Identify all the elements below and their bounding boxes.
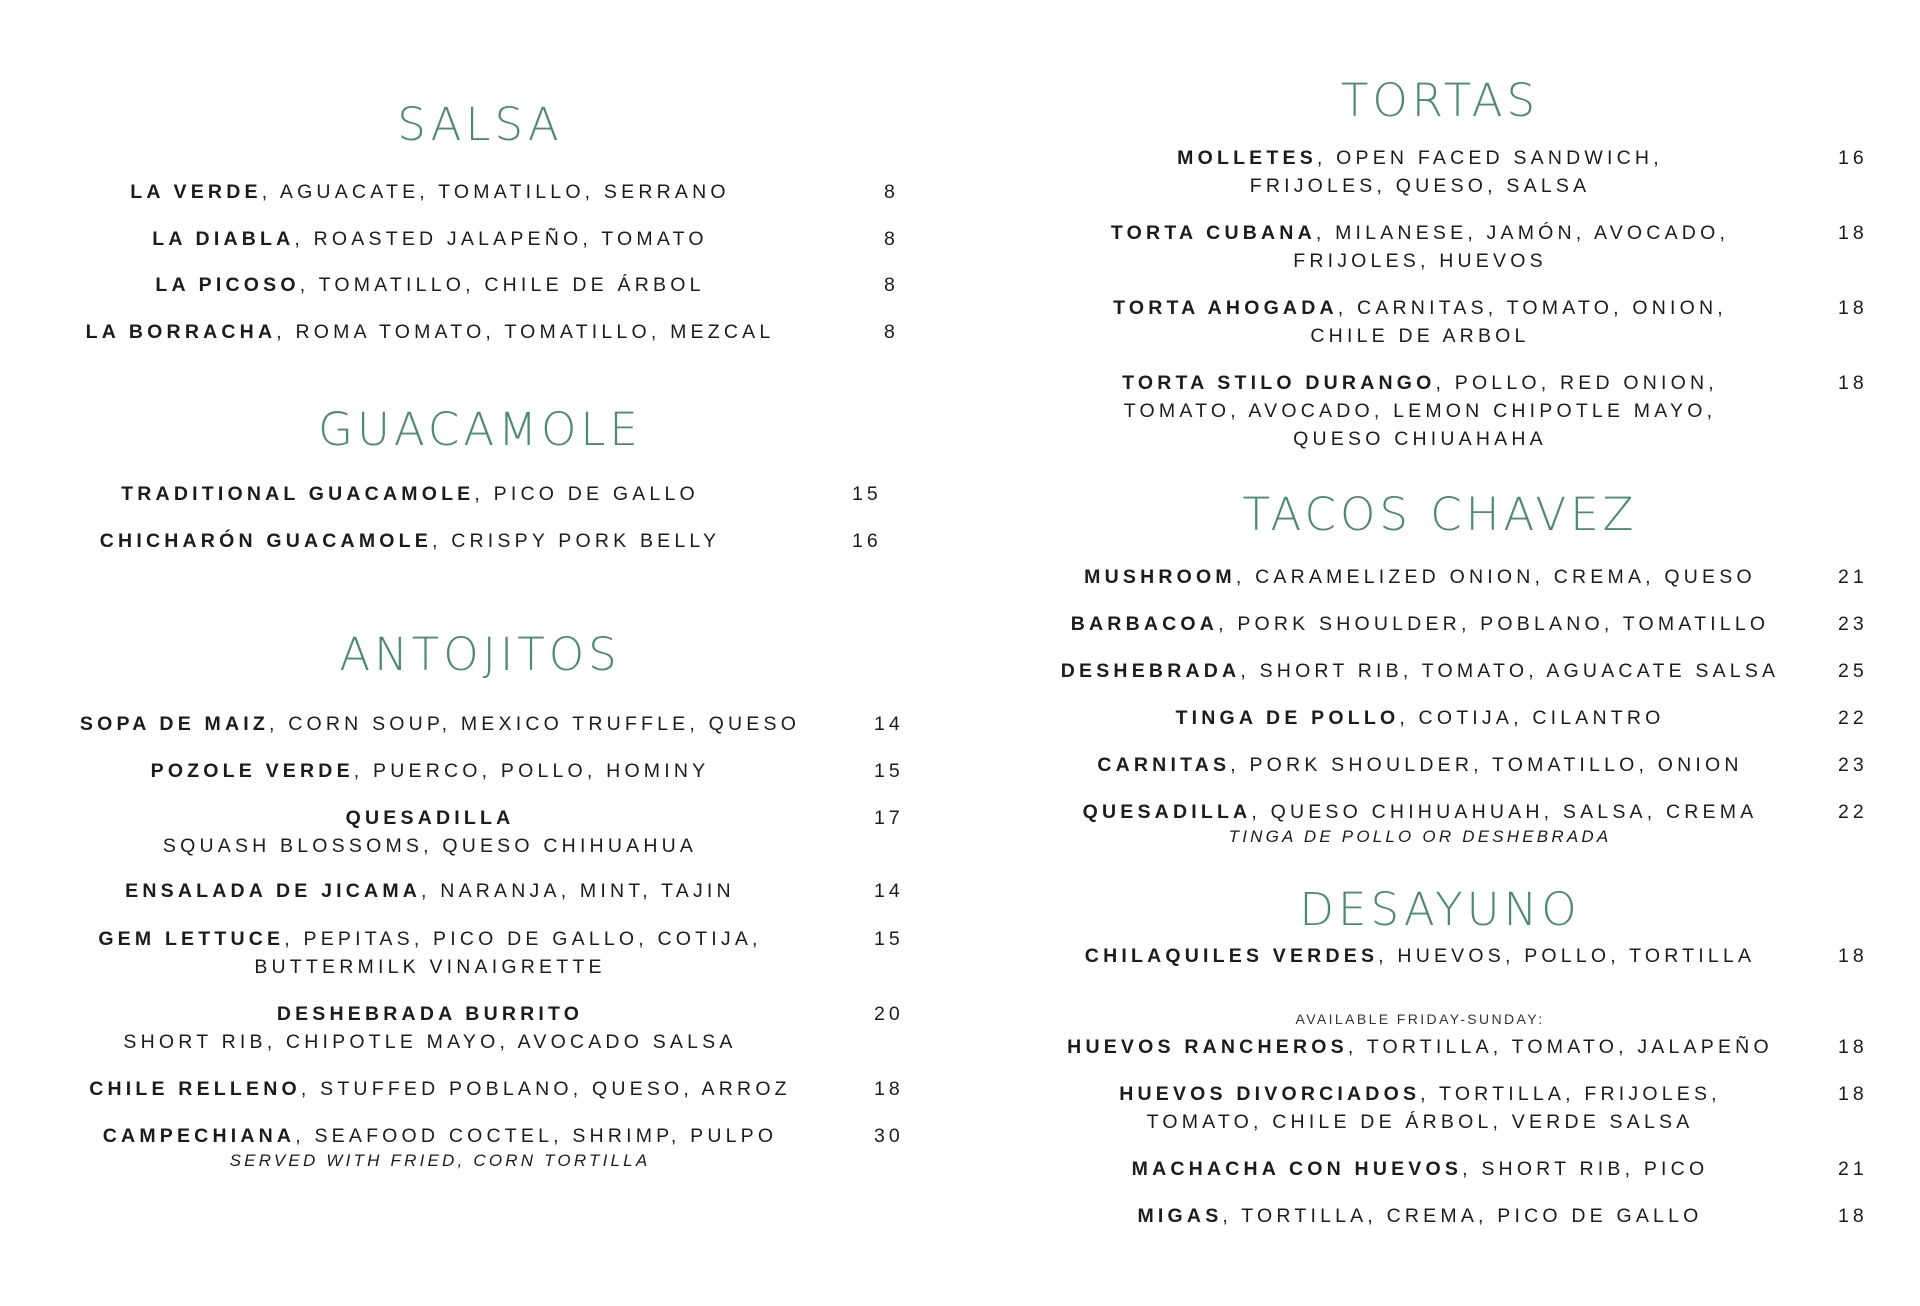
item-price: 8 <box>884 321 899 343</box>
item-description: , PORK SHOULDER, TOMATILLO, ONION <box>1230 754 1743 776</box>
item-name: MIGAS <box>1137 1205 1223 1227</box>
menu-item <box>1020 1033 1920 1061</box>
item-price: 18 <box>1838 1083 1868 1105</box>
tacos-heading: TACOS CHAVEZ <box>1242 488 1638 541</box>
item-description: , PUERCO, POLLO, HOMINY <box>353 760 710 782</box>
item-description: , PORK SHOULDER, POBLANO, TOMATILLO <box>1218 613 1770 635</box>
item-name: DESHEBRADA <box>1060 660 1241 682</box>
item-description: , AGUACATE, TOMATILLO, SERRANO <box>261 181 730 203</box>
guacamole-heading: GUACAMOLE <box>318 403 642 456</box>
item-description: , POLLO, RED ONION, TOMATO, AVOCADO, LEMON CHIPOTLE MAYO, QUESO CHIUAHAHA <box>1123 372 1718 450</box>
item-name: TORTA STILO DURANGO <box>1122 372 1436 394</box>
item-description: , TORTILLA, TOMATO, JALAPEÑO <box>1347 1036 1773 1058</box>
item-price: 18 <box>1838 222 1868 244</box>
item-name: QUESADILLA <box>1082 801 1252 823</box>
item-description: , COTIJA, CILANTRO <box>1399 707 1665 729</box>
menu-item <box>0 271 960 299</box>
item-name: DESHEBRADA BURRITO <box>276 1003 584 1025</box>
menu-item <box>0 1075 960 1103</box>
item-name: TINGA DE POLLO <box>1175 707 1400 729</box>
item-price: 22 <box>1838 801 1868 823</box>
item-price: 15 <box>874 760 904 782</box>
item-description: SHORT RIB, CHIPOTLE MAYO, AVOCADO SALSA <box>123 1031 737 1053</box>
menu-item <box>0 757 960 785</box>
menu-item <box>1020 657 1920 685</box>
item-name: GEM LETTUCE <box>98 928 285 950</box>
item-description: , NARANJA, MINT, TAJIN <box>421 880 735 902</box>
item-price: 18 <box>1838 945 1868 967</box>
item-name: HUEVOS DIVORCIADOS <box>1119 1083 1421 1105</box>
item-price: 30 <box>874 1125 904 1147</box>
menu-item <box>1020 369 1920 453</box>
desayuno-heading: DESAYUNO <box>1299 883 1581 936</box>
item-price: 15 <box>874 928 904 950</box>
item-description: , QUESO CHIHUAHUAH, SALSA, CREMA <box>1251 801 1758 823</box>
item-description: , TORTILLA, FRIJOLES, TOMATO, CHILE DE ÁRBOL, VERDE SALSA <box>1146 1083 1721 1133</box>
menu-item <box>0 877 960 905</box>
item-price: 25 <box>1838 660 1868 682</box>
salsa-heading: SALSA <box>397 98 563 151</box>
item-name: CARNITAS <box>1097 754 1231 776</box>
item-name: TORTA CUBANA <box>1110 222 1316 244</box>
item-name: LA DIABLA <box>152 228 295 250</box>
menu-item <box>0 710 960 738</box>
menu-item <box>1020 294 1920 350</box>
menu-item <box>0 527 960 555</box>
item-description: , HUEVOS, POLLO, TORTILLA <box>1378 945 1756 967</box>
item-name: MACHACHA CON HUEVOS <box>1131 1158 1463 1180</box>
item-description: , CARAMELIZED ONION, CREMA, QUESO <box>1235 566 1756 588</box>
item-description: , PICO DE GALLO <box>474 483 699 505</box>
item-name: HUEVOS RANCHEROS <box>1067 1036 1348 1058</box>
item-price: 8 <box>884 228 899 250</box>
menu-item <box>1020 704 1920 732</box>
item-price: 18 <box>1838 1036 1868 1058</box>
menu-item <box>1020 1202 1920 1230</box>
item-description: , CRISPY PORK BELLY <box>431 530 721 552</box>
item-price: 23 <box>1838 613 1868 635</box>
item-name: LA PICOSO <box>155 274 300 296</box>
item-name: MUSHROOM <box>1084 566 1236 588</box>
tortas-heading: TORTAS <box>1340 74 1540 127</box>
menu-item <box>1020 1155 1920 1183</box>
menu-item <box>0 480 960 508</box>
item-price: 17 <box>874 807 904 829</box>
item-name: CHICHARÓN GUACAMOLE <box>99 530 432 552</box>
item-description: , SHORT RIB, PICO <box>1462 1158 1709 1180</box>
menu-item <box>1020 1080 1920 1136</box>
item-name: BARBACOA <box>1070 613 1219 635</box>
menu-item <box>0 318 960 346</box>
menu-item <box>1020 219 1920 275</box>
item-price: 18 <box>1838 1205 1868 1227</box>
item-name: TORTA AHOGADA <box>1113 297 1338 319</box>
item-description: , ROASTED JALAPEÑO, TOMATO <box>294 228 708 250</box>
item-price: 14 <box>874 713 904 735</box>
item-price: 20 <box>874 1003 904 1025</box>
item-name: QUESADILLA <box>345 807 515 829</box>
item-name: CAMPECHIANA <box>102 1125 296 1147</box>
item-price: 8 <box>884 274 899 296</box>
menu-item <box>0 925 960 981</box>
item-price: 23 <box>1838 754 1868 776</box>
item-name: CHILAQUILES VERDES <box>1084 945 1379 967</box>
item-note: TINGA DE POLLO OR DESHEBRADA <box>1228 827 1612 846</box>
item-description: , MILANESE, JAMÓN, AVOCADO, FRIJOLES, HUEVOS <box>1293 222 1730 272</box>
item-description: SQUASH BLOSSOMS, QUESO CHIHUAHUA <box>162 835 698 857</box>
menu-item <box>1020 751 1920 779</box>
item-price: 16 <box>1838 147 1868 169</box>
item-name: MOLLETES <box>1177 147 1317 169</box>
menu-item <box>1020 798 1920 848</box>
item-price: 22 <box>1838 707 1868 729</box>
antojitos-heading: ANTOJITOS <box>339 628 621 681</box>
menu-item <box>1020 144 1920 200</box>
item-name: LA BORRACHA <box>85 321 277 343</box>
item-price: 16 <box>852 530 882 552</box>
availability-note: AVAILABLE FRIDAY-SUNDAY: <box>1295 1011 1545 1027</box>
item-description: , SEAFOOD COCTEL, SHRIMP, PULPO <box>295 1125 778 1147</box>
item-description: , CARNITAS, TOMATO, ONION, CHILE DE ARBOL <box>1310 297 1727 347</box>
item-description: , PEPITAS, PICO DE GALLO, COTIJA, BUTTERMILK VINAIGRETTE <box>254 928 762 978</box>
item-note: SERVED WITH FRIED, CORN TORTILLA <box>229 1151 651 1170</box>
item-price: 18 <box>874 1078 904 1100</box>
menu-item <box>1020 942 1920 970</box>
menu-item <box>0 1000 960 1056</box>
item-price: 21 <box>1838 566 1868 588</box>
item-price: 21 <box>1838 1158 1868 1180</box>
item-description: , SHORT RIB, TOMATO, AGUACATE SALSA <box>1240 660 1780 682</box>
menu-item <box>0 225 960 253</box>
item-description: , ROMA TOMATO, TOMATILLO, MEZCAL <box>276 321 775 343</box>
item-name: POZOLE VERDE <box>150 760 354 782</box>
item-name: CHILE RELLENO <box>89 1078 301 1100</box>
item-name: SOPA DE MAIZ <box>79 713 269 735</box>
item-description: , TOMATILLO, CHILE DE ÁRBOL <box>299 274 705 296</box>
item-name: ENSALADA DE JICAMA <box>125 880 422 902</box>
item-price: 14 <box>874 880 904 902</box>
item-description: , OPEN FACED SANDWICH, FRIJOLES, QUESO, SALSA <box>1249 147 1663 197</box>
item-price: 18 <box>1838 372 1868 394</box>
item-price: 15 <box>852 483 882 505</box>
item-description: , CORN SOUP, MEXICO TRUFFLE, QUESO <box>269 713 801 735</box>
item-price: 18 <box>1838 297 1868 319</box>
menu-item <box>0 804 960 860</box>
item-description: , TORTILLA, CREMA, PICO DE GALLO <box>1222 1205 1703 1227</box>
menu-item <box>1020 563 1920 591</box>
item-description: , STUFFED POBLANO, QUESO, ARROZ <box>300 1078 791 1100</box>
item-price: 8 <box>884 181 899 203</box>
item-name: TRADITIONAL GUACAMOLE <box>121 483 475 505</box>
menu-item <box>0 1122 960 1172</box>
menu-item <box>0 178 960 206</box>
item-name: LA VERDE <box>130 181 262 203</box>
menu-item <box>1020 610 1920 638</box>
